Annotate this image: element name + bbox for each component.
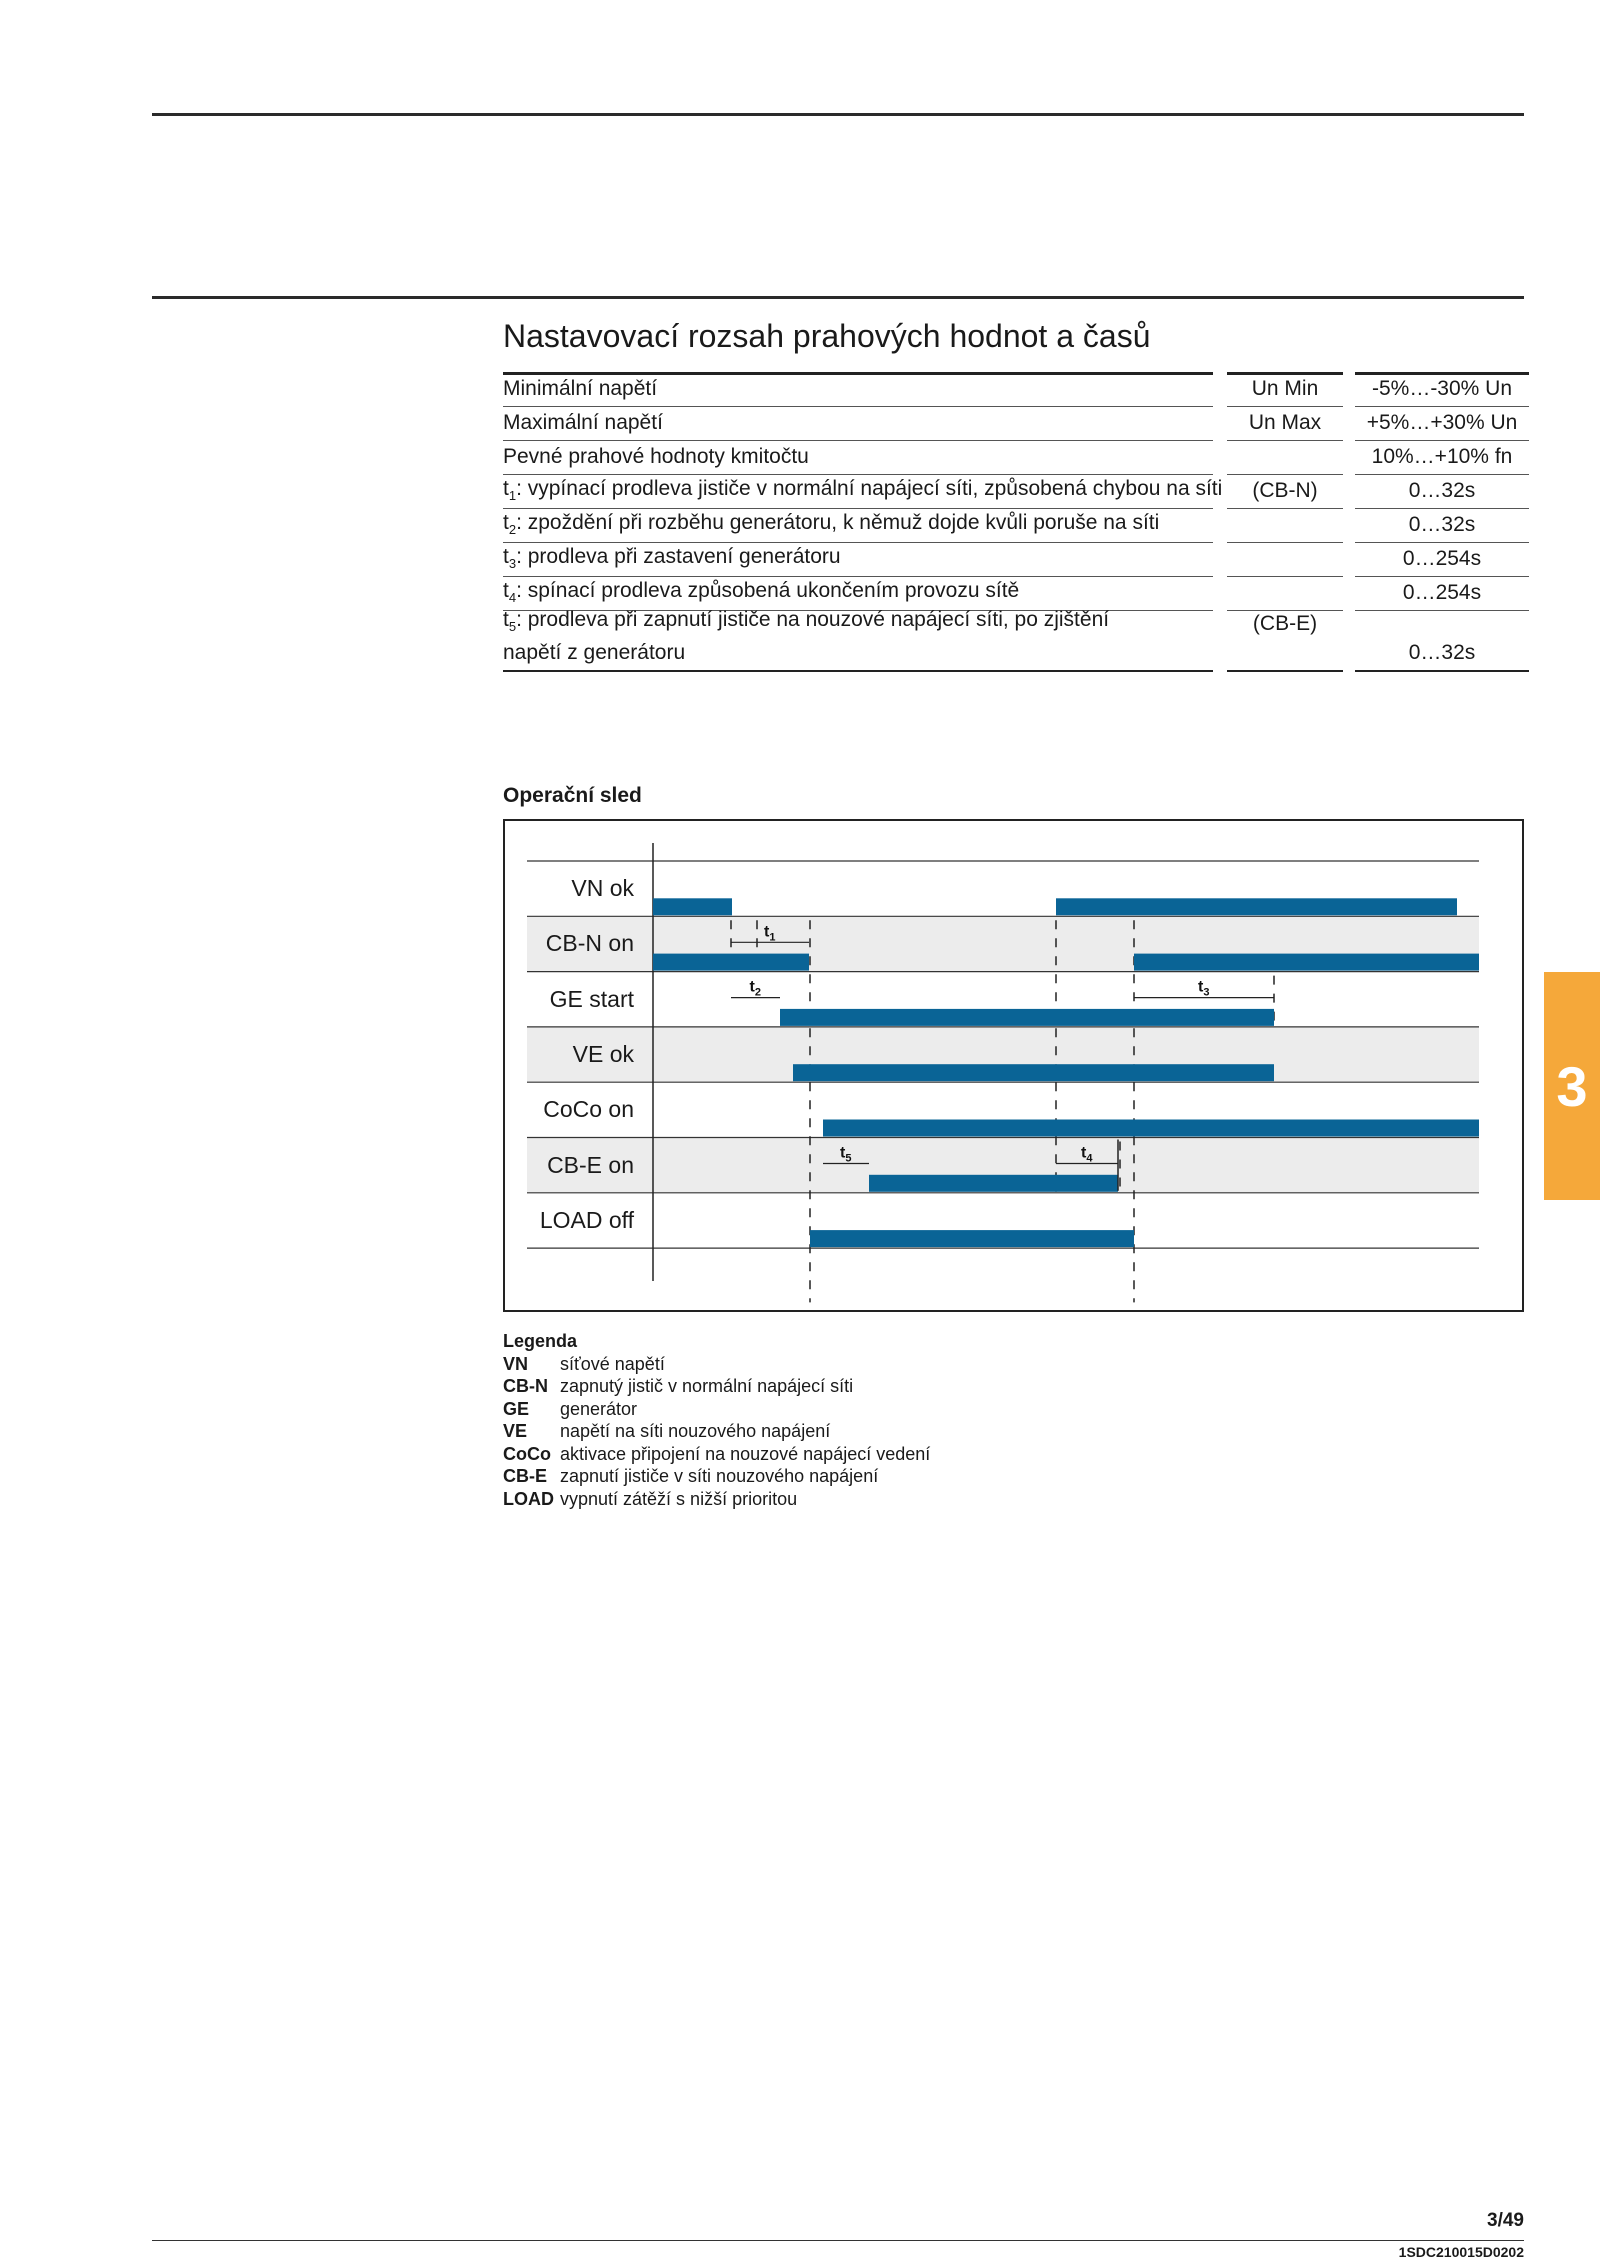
- signal-bar: [1134, 954, 1479, 971]
- signal-bar: [823, 1120, 1479, 1137]
- param-cell: Minimální napětí: [503, 372, 1213, 407]
- lane-label: LOAD off: [539, 1206, 634, 1233]
- code-cell: (CB-N): [1227, 474, 1343, 509]
- footer-rule: [152, 2240, 1524, 2241]
- range-cell: 0…254s: [1355, 542, 1529, 577]
- legend-item: [503, 1443, 930, 1466]
- table-row: [503, 607, 1529, 670]
- legend-item: [503, 1420, 930, 1443]
- code-cell: [1227, 440, 1343, 475]
- table-body: [503, 372, 1529, 670]
- legend-item: [503, 1353, 930, 1376]
- top-rule: [152, 113, 1524, 116]
- legend-item: [503, 1398, 930, 1421]
- param-cell: $t_4$: spínací prodleva způsobená ukončením provozu sítě: [503, 576, 1213, 611]
- param-cell: $t_5$: prodleva při zapnutí jističe na nouzové napájecí síti, po zjištění napětí z generátoru: [503, 610, 1213, 672]
- code-cell: [1227, 542, 1343, 577]
- table-row: [503, 474, 1529, 508]
- timing-label: $t_4$: [1081, 1144, 1093, 1165]
- table-row: [503, 508, 1529, 542]
- signal-bar: [653, 954, 809, 971]
- table-row: [503, 406, 1529, 440]
- signal-bar: [1056, 898, 1457, 915]
- code-cell: [1227, 508, 1343, 543]
- range-cell: -5%…-30% Un: [1355, 372, 1529, 407]
- legend-desc: zapnutí jističe v síti nouzového napájení: [560, 1466, 879, 1486]
- timing-label: $t_5$: [840, 1144, 852, 1165]
- legend-list: [503, 1353, 930, 1511]
- param-cell: $t_3$: prodleva při zastavení generátoru: [503, 542, 1213, 577]
- signal-bar: [793, 1064, 1274, 1081]
- signal-bar: [653, 898, 732, 915]
- table-row: [503, 576, 1529, 610]
- timing-label: $t_2$: [749, 978, 761, 999]
- range-cell: 0…32s: [1355, 610, 1529, 672]
- chapter-tab: 3: [1544, 972, 1600, 1200]
- range-cell: 10%…+10% fn: [1355, 440, 1529, 475]
- page-title: Nastavovací rozsah prahových hodnot a časů: [503, 318, 1151, 354]
- legend-desc: aktivace připojení na nouzové napájecí vedení: [560, 1443, 931, 1464]
- lane-label: CoCo on: [543, 1096, 634, 1123]
- legend-desc: zapnutý jistič v normální napájecí síti: [560, 1376, 854, 1396]
- section-rule: [152, 296, 1524, 299]
- timing-label: $t_3$: [1198, 978, 1210, 999]
- signal-bar: [810, 1230, 1134, 1247]
- code-cell: Un Min: [1227, 372, 1343, 407]
- legend-key: LOAD: [503, 1488, 554, 1509]
- legend-key: CB-N: [503, 1376, 548, 1396]
- timing-diagram-svg: [505, 821, 1526, 1314]
- param-cell: Maximální napětí: [503, 406, 1213, 441]
- lane-label: VE ok: [572, 1040, 634, 1067]
- legend-key: GE: [503, 1398, 530, 1419]
- lane-label: VN ok: [571, 875, 634, 901]
- range-cell: 0…254s: [1355, 576, 1529, 611]
- legend-desc: vypnutí zátěží s nižší prioritou: [560, 1488, 798, 1509]
- legend-item: [503, 1375, 930, 1398]
- code-cell: (CB-E): [1227, 610, 1343, 672]
- signal-bar: [869, 1175, 1118, 1192]
- signal-bar: [780, 1009, 1274, 1026]
- legend-item: [503, 1465, 930, 1488]
- document-id: 1SDC210015D0202: [1398, 2244, 1524, 2260]
- timing-label: $t_1$: [764, 923, 776, 944]
- lane-label: CB-N on: [545, 930, 634, 957]
- code-cell: [1227, 576, 1343, 611]
- legend-key: CoCo: [503, 1443, 551, 1464]
- legend-item: [503, 1488, 930, 1511]
- range-cell: +5%…+30% Un: [1355, 406, 1529, 441]
- lane-label: GE start: [549, 985, 634, 1012]
- param-cell: $t_1$: vypínací prodleva jističe v normální napájecí síti, způsobená chybou na síti: [503, 474, 1213, 509]
- legend-heading: Legenda: [503, 1331, 578, 1351]
- param-cell: Pevné prahové hodnoty kmitočtu: [503, 440, 1213, 475]
- sequence-title: Operační sled: [503, 784, 642, 807]
- legend-desc: generátor: [560, 1398, 638, 1419]
- range-cell: 0…32s: [1355, 508, 1529, 543]
- timing-diagram: [503, 819, 1524, 1312]
- legend-key: VN: [503, 1353, 529, 1374]
- code-cell: Un Max: [1227, 406, 1343, 441]
- table-row: [503, 372, 1529, 406]
- table-row: [503, 542, 1529, 576]
- page-number: 3/49: [1487, 2210, 1524, 2231]
- table-row: [503, 440, 1529, 474]
- legend-desc: síťové napětí: [560, 1353, 665, 1374]
- legend-key: VE: [503, 1421, 528, 1441]
- range-cell: 0…32s: [1355, 474, 1529, 509]
- legend: [503, 1330, 930, 1510]
- lane-label: CB-E on: [547, 1151, 634, 1178]
- legend-key: CB-E: [503, 1466, 547, 1486]
- legend-desc: napětí na síti nouzového napájení: [560, 1421, 831, 1441]
- settings-table: [503, 372, 1529, 670]
- param-cell: $t_2$: zpoždění při rozběhu generátoru, k němuž dojde kvůli poruše na síti: [503, 508, 1213, 543]
